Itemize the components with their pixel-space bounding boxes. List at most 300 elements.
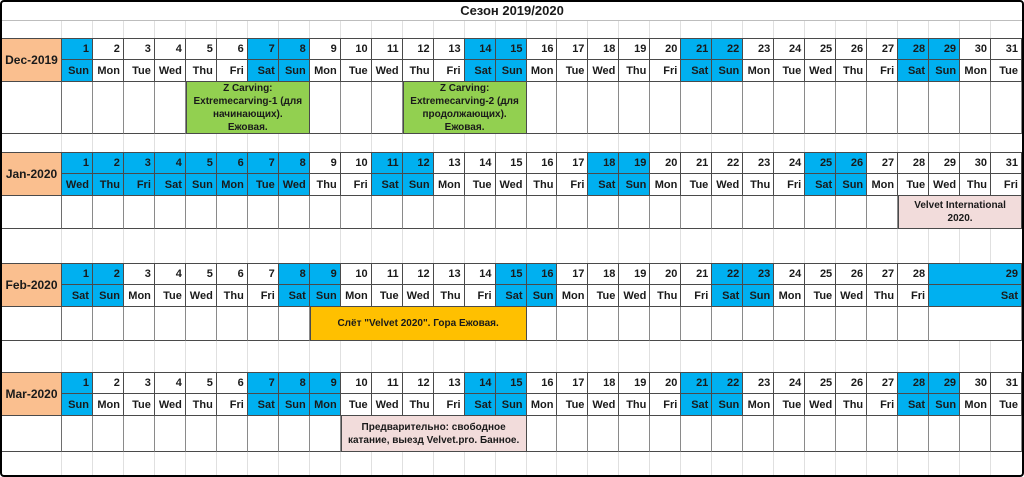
day-number-cell: 7 <box>248 263 279 285</box>
spacer-cell <box>619 452 650 475</box>
day-name-cell: Fri <box>217 394 248 416</box>
spacer-cell <box>155 21 186 38</box>
spacer-cell <box>960 229 991 263</box>
day-name-cell: Tue <box>557 60 588 82</box>
day-name-cell: Thu <box>93 174 124 196</box>
spacer-cell <box>867 134 898 152</box>
day-name-cell: Mon <box>527 394 558 416</box>
event-area-cell <box>557 307 588 341</box>
spacer-cell <box>279 229 310 263</box>
month-block-jan-2020 <box>2 152 1022 229</box>
day-name-cell: Thu <box>434 285 465 307</box>
day-name-cell: Wed <box>836 285 867 307</box>
day-number-cell: 18 <box>588 38 619 60</box>
day-name-cell: Sat <box>465 60 496 82</box>
day-name-cell: Sun <box>929 60 960 82</box>
day-number-cell: 31 <box>991 38 1022 60</box>
day-number-cell: 29 <box>929 152 960 174</box>
spacer-cell <box>62 452 93 475</box>
spacer-cell <box>712 134 743 152</box>
event-area-cell <box>619 307 650 341</box>
day-name-cell: Sun <box>496 60 527 82</box>
day-number-cell: 14 <box>465 372 496 394</box>
day-number-cell: 27 <box>867 152 898 174</box>
event-area-cell <box>124 307 155 341</box>
day-number-cell: 24 <box>774 263 805 285</box>
event-area-cell <box>341 82 372 134</box>
event-area-cell <box>279 307 310 341</box>
spacer-cell <box>155 452 186 475</box>
event-area-cell <box>681 416 712 452</box>
spacer-cell <box>557 21 588 38</box>
spacer-cell <box>248 452 279 475</box>
event-area-cell <box>372 196 403 229</box>
spacer-cell <box>465 341 496 372</box>
event-area-cell <box>248 416 279 452</box>
spacer-cell <box>991 452 1022 475</box>
day-number-cell: 7 <box>248 38 279 60</box>
day-name-cell: Sat <box>588 174 619 196</box>
day-number-cell: 1 <box>62 152 93 174</box>
day-name-cell: Fri <box>898 285 929 307</box>
event-area-cell <box>588 416 619 452</box>
day-number-cell: 12 <box>403 152 434 174</box>
spacer-cell <box>619 341 650 372</box>
spacer-cell <box>279 452 310 475</box>
spacer-cell <box>62 229 93 263</box>
day-number-cell: 6 <box>217 263 248 285</box>
event-area-cell <box>805 416 836 452</box>
spacer-cell <box>155 134 186 152</box>
spacer-cell <box>248 21 279 38</box>
event-area-cell <box>557 82 588 134</box>
event-area-cell <box>743 307 774 341</box>
day-number-cell: 4 <box>155 263 186 285</box>
spacer-cell <box>2 452 62 475</box>
day-name-cell: Sun <box>619 174 650 196</box>
day-number-cell: 15 <box>496 372 527 394</box>
spacer-cell <box>248 341 279 372</box>
spacer-cell <box>310 134 341 152</box>
day-number-cell: 25 <box>805 263 836 285</box>
spacer-cell <box>898 229 929 263</box>
event-area-label-cell <box>2 82 62 134</box>
day-number-cell: 27 <box>867 263 898 285</box>
event-area-cell <box>588 307 619 341</box>
spacer-cell <box>186 21 217 38</box>
day-number-cell: 26 <box>836 152 867 174</box>
day-name-cell: Fri <box>681 285 712 307</box>
spacer-cell <box>960 452 991 475</box>
day-name-cell: Wed <box>496 174 527 196</box>
spacer-cell <box>341 21 372 38</box>
spacer-cell <box>557 134 588 152</box>
spacer-cell <box>743 21 774 38</box>
event-area-cell <box>62 416 93 452</box>
spacer-cell <box>186 134 217 152</box>
spacer-cell <box>434 134 465 152</box>
spacer-cell <box>681 134 712 152</box>
day-name-cell: Sun <box>62 60 93 82</box>
day-number-cell: 26 <box>836 38 867 60</box>
day-name-cell: Sun <box>712 60 743 82</box>
spacer-cell <box>341 341 372 372</box>
spacer-row <box>2 134 1022 152</box>
day-number-cell: 17 <box>557 152 588 174</box>
day-name-cell: Sun <box>712 394 743 416</box>
day-name-cell: Mon <box>650 174 681 196</box>
day-number-cell: 26 <box>836 263 867 285</box>
day-number-cell: 23 <box>743 372 774 394</box>
event-area-cell <box>155 416 186 452</box>
event-area-cell <box>124 416 155 452</box>
day-number-cell: 16 <box>527 152 558 174</box>
day-name-cell: Wed <box>279 174 310 196</box>
day-number-cell: 12 <box>403 372 434 394</box>
day-number-cell: 4 <box>155 372 186 394</box>
spacer-cell <box>898 134 929 152</box>
day-name-cell: Wed <box>155 394 186 416</box>
spacer-cell <box>712 452 743 475</box>
spacer-cell <box>557 341 588 372</box>
event-area-cell <box>310 416 341 452</box>
spacer-cell <box>557 229 588 263</box>
day-name-cell: Sun <box>403 174 434 196</box>
event-area-cell <box>527 196 558 229</box>
spacer-cell <box>403 341 434 372</box>
day-number-cell: 8 <box>279 372 310 394</box>
event-area-cell <box>155 82 186 134</box>
day-name-cell: Sat <box>248 394 279 416</box>
spacer-cell <box>867 21 898 38</box>
day-number-cell: 29 <box>929 263 1022 285</box>
day-name-cell: Tue <box>774 394 805 416</box>
day-name-cell: Sun <box>186 174 217 196</box>
month-block-feb-2020 <box>2 263 1022 341</box>
day-number-cell: 5 <box>186 372 217 394</box>
event-area-cell <box>712 307 743 341</box>
spacer-cell <box>527 229 558 263</box>
day-name-cell: Sat <box>279 285 310 307</box>
day-number-cell: 13 <box>434 372 465 394</box>
day-number-cell: 23 <box>743 152 774 174</box>
spacer-cell <box>403 452 434 475</box>
day-number-cell: 5 <box>186 38 217 60</box>
event-area-cell <box>898 82 929 134</box>
day-name-cell: Thu <box>217 285 248 307</box>
day-number-cell: 4 <box>155 152 186 174</box>
event-area-cell <box>836 196 867 229</box>
spacer-cell <box>93 21 124 38</box>
day-name-cell: Wed <box>619 285 650 307</box>
spacer-cell <box>929 134 960 152</box>
spacer-cell <box>496 341 527 372</box>
spacer-cell <box>867 341 898 372</box>
spacer-cell <box>774 21 805 38</box>
day-number-cell: 16 <box>527 263 558 285</box>
day-number-cell: 13 <box>434 152 465 174</box>
event-area-label-cell <box>2 416 62 452</box>
event-area-cell <box>929 416 960 452</box>
spacer-cell <box>588 229 619 263</box>
spacer-cell <box>867 229 898 263</box>
spacer-cell <box>805 134 836 152</box>
day-name-cell: Tue <box>155 285 186 307</box>
event-text-line: Z Carving: <box>439 82 490 94</box>
spacer-cell <box>836 21 867 38</box>
day-name-cell: Tue <box>991 394 1022 416</box>
day-name-cell: Mon <box>310 394 341 416</box>
event-area-cell <box>279 416 310 452</box>
spacer-cell <box>434 21 465 38</box>
day-name-cell: Sun <box>93 285 124 307</box>
event-area-cell <box>929 307 1022 341</box>
event-text-line: Extremecarving-2 (для <box>410 95 519 107</box>
day-number-cell: 28 <box>898 263 929 285</box>
day-number-cell: 30 <box>960 38 991 60</box>
day-name-cell: Fri <box>248 285 279 307</box>
day-number-cell: 17 <box>557 263 588 285</box>
spacer-cell <box>62 21 93 38</box>
event-area-cell <box>867 416 898 452</box>
spacer-cell <box>650 341 681 372</box>
day-number-cell: 30 <box>960 152 991 174</box>
spacer-cell <box>248 134 279 152</box>
spacer-cell <box>310 21 341 38</box>
event-area-cell <box>650 82 681 134</box>
day-number-cell: 18 <box>588 152 619 174</box>
spacer-cell <box>217 229 248 263</box>
day-name-cell: Thu <box>403 60 434 82</box>
day-name-cell: Wed <box>712 174 743 196</box>
day-name-cell: Mon <box>217 174 248 196</box>
day-number-cell: 20 <box>650 152 681 174</box>
spacer-cell <box>341 229 372 263</box>
day-number-cell: 31 <box>991 152 1022 174</box>
day-number-cell: 10 <box>341 152 372 174</box>
spacer-cell <box>155 229 186 263</box>
day-number-cell: 6 <box>217 38 248 60</box>
day-name-cell: Wed <box>403 285 434 307</box>
day-number-cell: 9 <box>310 263 341 285</box>
day-name-cell: Thu <box>867 285 898 307</box>
day-name-cell: Mon <box>867 174 898 196</box>
day-name-cell: Tue <box>372 285 403 307</box>
spacer-cell <box>62 341 93 372</box>
day-number-cell: 12 <box>403 38 434 60</box>
day-name-cell: Wed <box>372 60 403 82</box>
spacer-cell <box>712 229 743 263</box>
spacer-cell <box>93 341 124 372</box>
event-area-cell <box>619 196 650 229</box>
day-number-cell: 19 <box>619 263 650 285</box>
day-number-cell: 20 <box>650 372 681 394</box>
spacer-cell <box>186 341 217 372</box>
event-area-cell <box>836 416 867 452</box>
spacer-cell <box>155 341 186 372</box>
spacer-cell <box>124 21 155 38</box>
event-area-cell <box>681 307 712 341</box>
day-name-cell: Sun <box>743 285 774 307</box>
spacer-cell <box>836 229 867 263</box>
event-area-cell <box>465 196 496 229</box>
day-number-cell: 24 <box>774 372 805 394</box>
event-text-line: Extremecarving-1 (для <box>193 95 303 107</box>
day-name-cell: Mon <box>434 174 465 196</box>
day-name-cell: Mon <box>960 394 991 416</box>
day-name-cell: Mon <box>743 60 774 82</box>
day-number-cell: 3 <box>124 38 155 60</box>
spacer-cell <box>805 452 836 475</box>
spacer-cell <box>650 21 681 38</box>
day-name-cell: Mon <box>341 285 372 307</box>
day-name-cell: Fri <box>991 174 1022 196</box>
event-area-cell <box>991 82 1022 134</box>
event-block <box>403 82 527 134</box>
day-number-cell: 2 <box>93 263 124 285</box>
event-area-cell <box>310 196 341 229</box>
spacer-cell <box>681 452 712 475</box>
event-area-cell <box>588 196 619 229</box>
event-area-cell <box>93 196 124 229</box>
day-number-cell: 13 <box>434 263 465 285</box>
spacer-cell <box>619 229 650 263</box>
day-name-cell: Fri <box>217 60 248 82</box>
spacer-cell <box>991 134 1022 152</box>
day-number-cell: 23 <box>743 263 774 285</box>
spacer-cell <box>93 452 124 475</box>
event-area-cell <box>712 416 743 452</box>
spacer-cell <box>279 134 310 152</box>
spacer-row-top <box>2 21 1022 38</box>
day-number-cell: 17 <box>557 38 588 60</box>
event-text-line: начинающих). <box>212 108 283 120</box>
day-name-cell: Thu <box>960 174 991 196</box>
event-area-cell <box>991 416 1022 452</box>
day-number-cell: 21 <box>681 152 712 174</box>
event-text-line: Предварительно: свободное <box>361 421 506 433</box>
day-number-cell: 28 <box>898 372 929 394</box>
calendar-body <box>2 21 1022 475</box>
event-area-cell <box>774 307 805 341</box>
spacer-cell <box>929 21 960 38</box>
day-name-cell: Tue <box>898 174 929 196</box>
event-area-cell <box>805 82 836 134</box>
day-number-cell: 25 <box>805 372 836 394</box>
day-number-cell: 26 <box>836 372 867 394</box>
day-name-cell: Wed <box>805 60 836 82</box>
day-number-cell: 9 <box>310 152 341 174</box>
day-number-cell: 14 <box>465 152 496 174</box>
event-area-cell <box>650 416 681 452</box>
event-area-cell <box>619 82 650 134</box>
day-number-cell: 25 <box>805 38 836 60</box>
spacer-cell <box>681 229 712 263</box>
day-name-cell: Fri <box>465 285 496 307</box>
event-text-line: катание, выезд Velvet.pro. Банное. <box>347 434 520 446</box>
day-number-cell: 1 <box>62 38 93 60</box>
spacer-cell <box>434 229 465 263</box>
day-name-cell: Sun <box>279 60 310 82</box>
spacer-cell <box>743 452 774 475</box>
spacer-cell <box>403 21 434 38</box>
day-name-cell: Mon <box>527 60 558 82</box>
day-name-cell: Tue <box>805 285 836 307</box>
day-name-cell: Thu <box>836 394 867 416</box>
event-area-cell <box>62 307 93 341</box>
spacer-cell <box>960 341 991 372</box>
event-area-cell <box>960 82 991 134</box>
day-name-cell: Wed <box>62 174 93 196</box>
day-number-cell: 13 <box>434 38 465 60</box>
month-label: Feb-2020 <box>2 263 62 307</box>
day-name-cell: Thu <box>743 174 774 196</box>
spacer-cell <box>372 134 403 152</box>
spacer-cell <box>898 452 929 475</box>
spacer-cell <box>898 21 929 38</box>
day-name-cell: Sat <box>681 60 712 82</box>
event-area-label-cell <box>2 307 62 341</box>
spacer-cell <box>619 21 650 38</box>
spacer-cell <box>124 134 155 152</box>
day-number-cell: 24 <box>774 38 805 60</box>
day-name-cell: Fri <box>867 394 898 416</box>
day-name-cell: Fri <box>650 394 681 416</box>
event-area-cell <box>62 196 93 229</box>
event-area-cell <box>867 196 898 229</box>
day-name-cell: Sun <box>496 394 527 416</box>
spacer-cell <box>186 229 217 263</box>
day-number-cell: 22 <box>712 38 743 60</box>
event-area-cell <box>929 82 960 134</box>
day-name-cell: Mon <box>310 60 341 82</box>
spacer-cell <box>774 341 805 372</box>
spacer-cell <box>217 452 248 475</box>
event-area-cell <box>186 416 217 452</box>
event-area-cell <box>743 416 774 452</box>
spacer-cell <box>836 341 867 372</box>
spacer-cell <box>774 452 805 475</box>
day-name-cell: Wed <box>588 394 619 416</box>
spacer-cell <box>217 341 248 372</box>
spacer-cell <box>2 341 62 372</box>
day-name-cell: Sat <box>372 174 403 196</box>
spacer-cell <box>650 134 681 152</box>
day-name-cell: Mon <box>93 60 124 82</box>
spacer-cell <box>496 229 527 263</box>
spacer-cell <box>403 229 434 263</box>
event-area-cell <box>557 416 588 452</box>
day-name-cell: Fri <box>124 174 155 196</box>
month-block-mar-2020 <box>2 372 1022 452</box>
day-number-cell: 21 <box>681 38 712 60</box>
event-text-line: Z Carving: <box>223 82 273 94</box>
event-block <box>310 307 527 341</box>
spacer-cell <box>712 341 743 372</box>
day-number-cell: 24 <box>774 152 805 174</box>
spacer-cell <box>805 21 836 38</box>
day-number-cell: 29 <box>929 38 960 60</box>
spacer-cell <box>465 21 496 38</box>
spacer-cell <box>279 341 310 372</box>
spacer-cell <box>929 452 960 475</box>
day-name-cell: Fri <box>650 60 681 82</box>
day-name-cell: Sun <box>929 394 960 416</box>
event-area-cell <box>774 82 805 134</box>
day-number-cell: 2 <box>93 152 124 174</box>
spacer-cell <box>805 341 836 372</box>
day-number-cell: 21 <box>681 372 712 394</box>
